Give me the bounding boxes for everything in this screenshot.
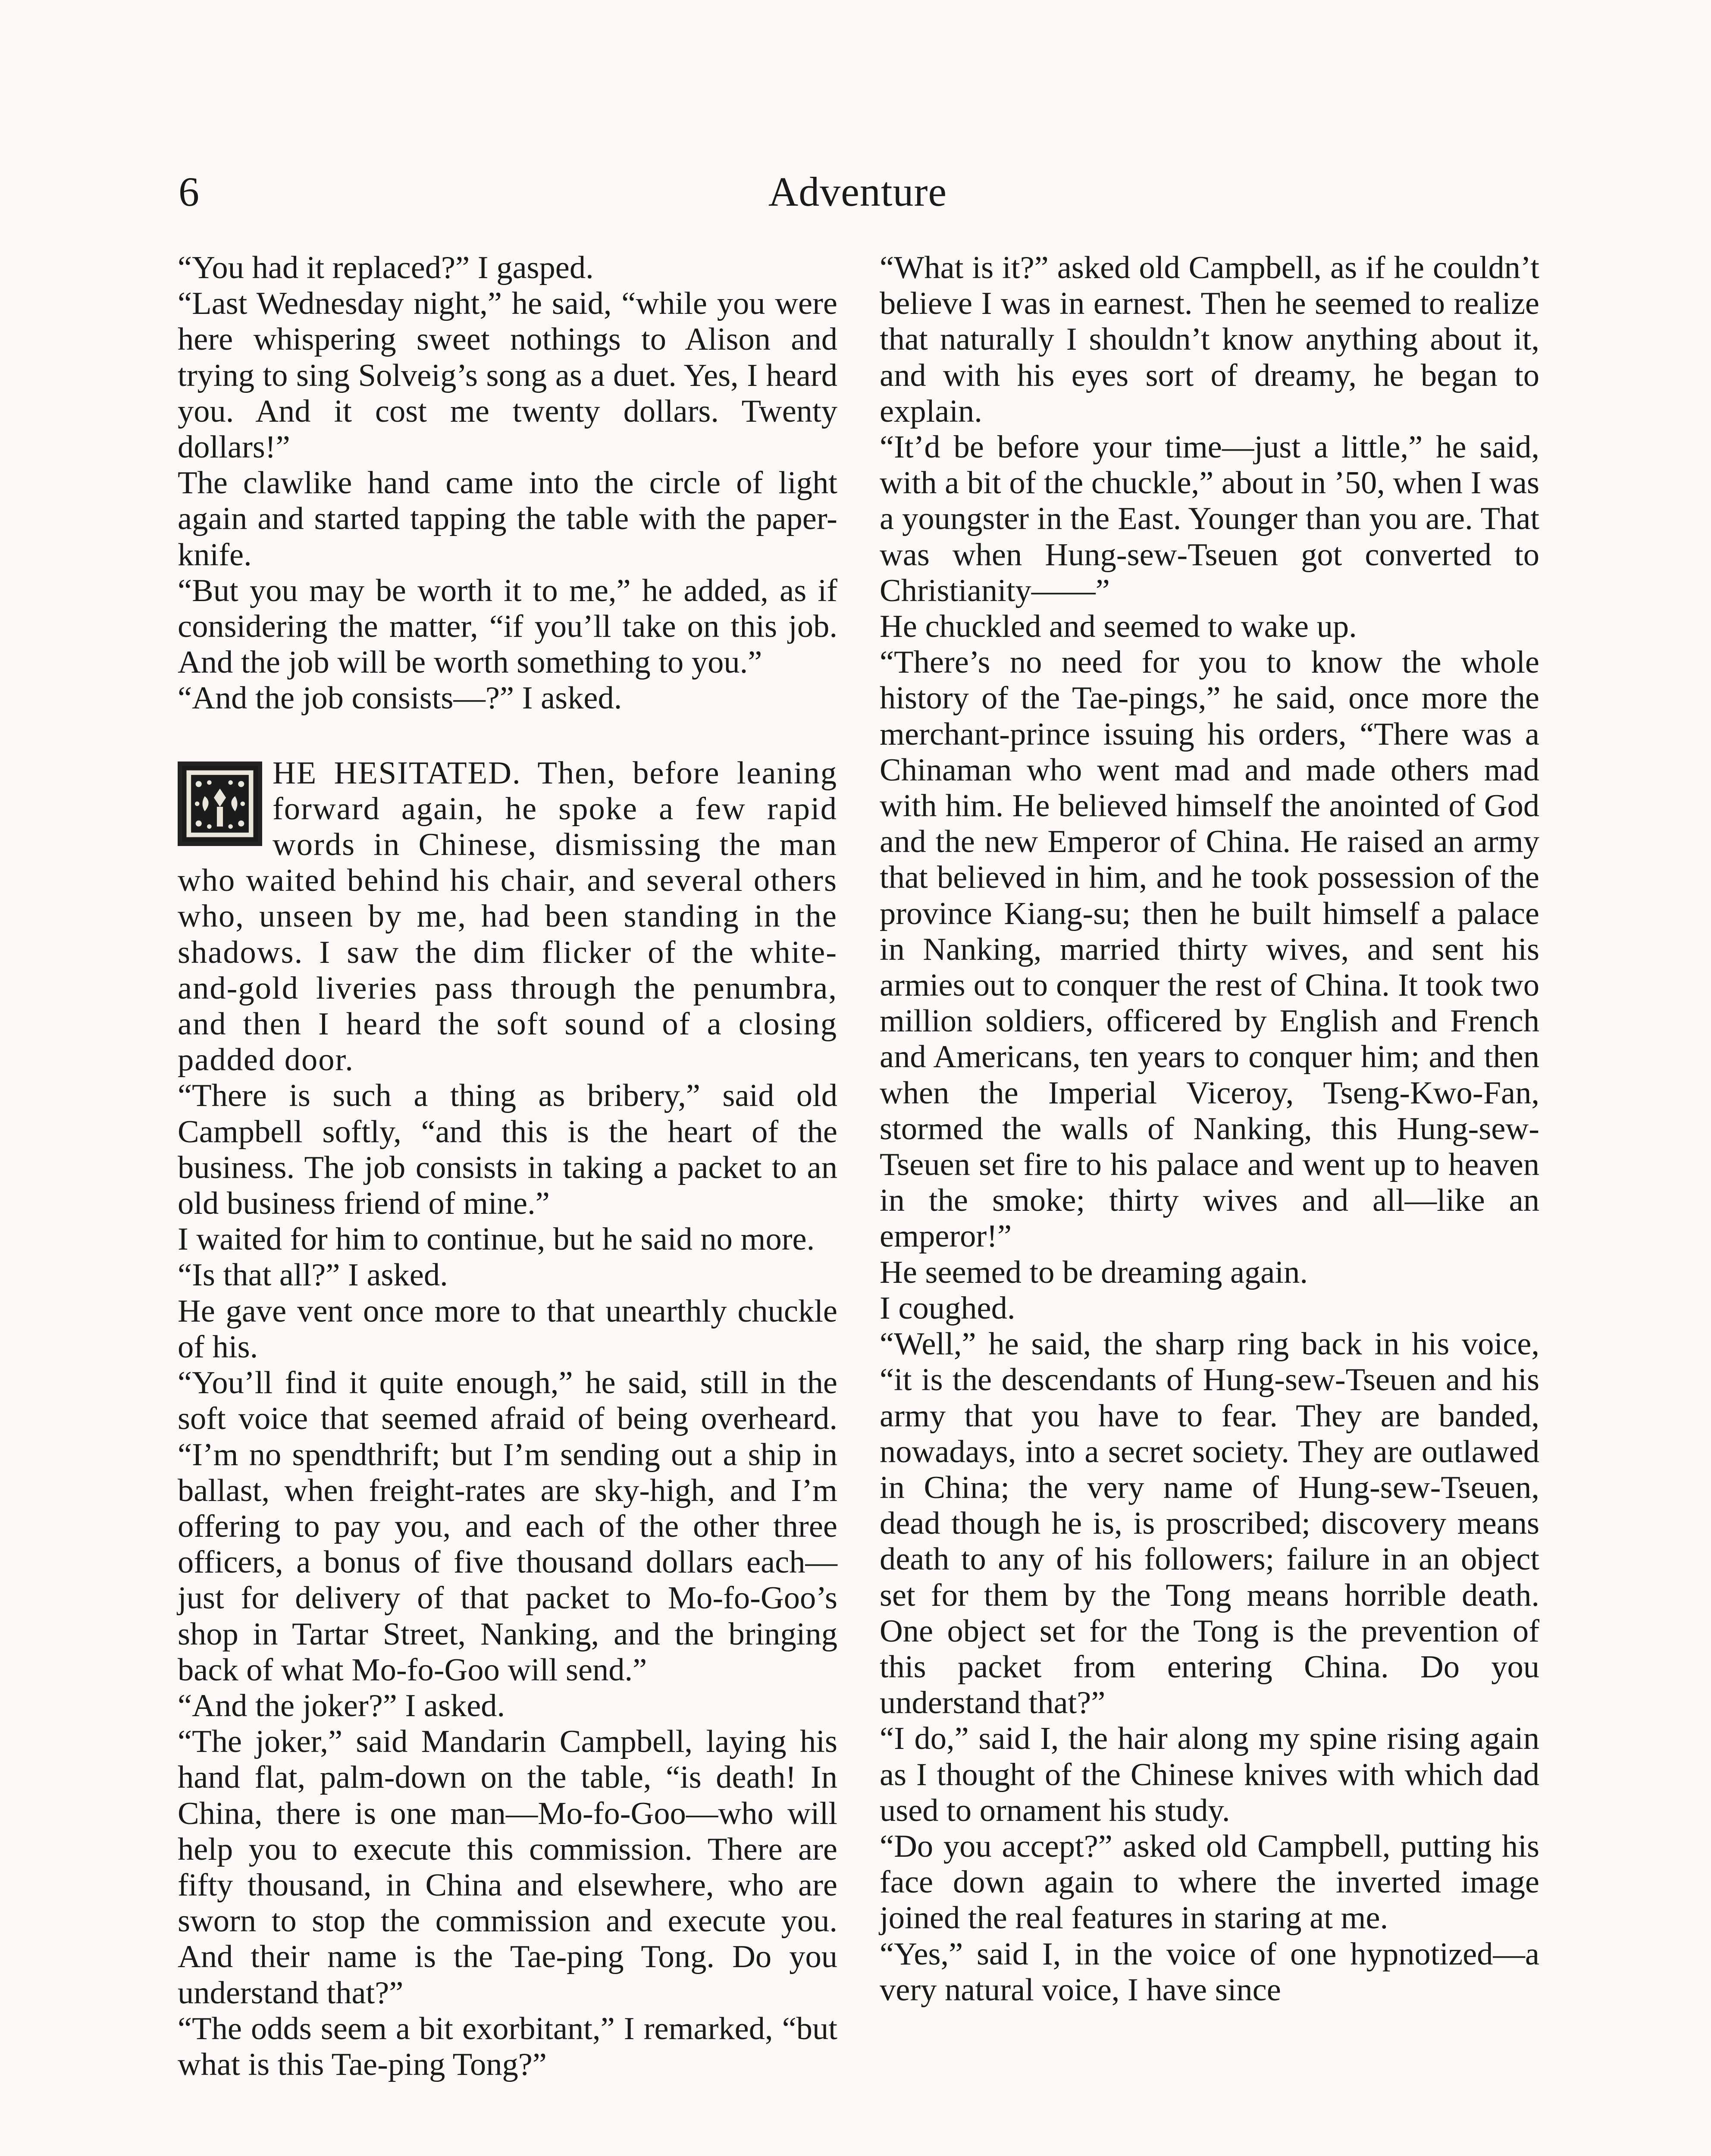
right-column	[880, 250, 1539, 2008]
paragraph: “I do,” said I, the hair along my spine rising again as I thought of the Chinese knives with which dad used to ornament his study.	[880, 1721, 1539, 1828]
section-opening-paragraph	[178, 755, 837, 1078]
paragraph: The clawlike hand came into the circle of light again and started tapping the table with the paper-knife.	[178, 465, 837, 573]
paragraph: “You’ll find it quite enough,” he said, still in the soft voice that seemed afraid of being overheard. “I’m no spendthrift; but I’m sending out a ship in ballast, when freight-rates are sky-high, and I’m offering to pay you, and each of the other three officers, a bonus of five thousand dollars each—just for delivery of that packet to Mo-fo-Goo’s shop in Tartar Street, Nanking, and the bringing back of what Mo-fo-Goo will send.”	[178, 1365, 837, 1688]
ornamental-dropcap-icon	[178, 761, 262, 846]
paragraph: “Well,” he said, the sharp ring back in his voice, “it is the descendants of Hung-sew-Tseuen and his army that you have to fear. They are banded, nowadays, into a secret society. They are outlawed in China; the very name of Hung-sew-Tseuen, dead though he is, is proscribed; discovery means death to any of his followers; failure in an object set for them by the Tong means horrible death. One object set for the Tong is the prevention of this packet from entering China. Do you understand that?”	[880, 1326, 1539, 1721]
page-header	[179, 160, 1537, 224]
paragraph: “The joker,” said Mandarin Campbell, laying his hand flat, palm-down on the table, “is death! In China, there is one man—Mo-fo-Goo—who will help you to execute this commission. There are fifty thousand, in China and elsewhere, who are sworn to stop the commission and execute you. And their name is the Tae-ping Tong. Do you understand that?”	[178, 1724, 837, 2011]
paragraph: “There is such a thing as bribery,” said old Campbell softly, “and this is the heart of the business. The job consists in taking a packet to an old business friend of mine.”	[178, 1078, 837, 1222]
paragraph: “The odds seem a bit exorbitant,” I remarked, “but what is this Tae-ping Tong?”	[178, 2011, 837, 2082]
paragraph: “Last Wednesday night,” he said, “while you were here whispering sweet nothings to Alison and trying to sing Solveig’s song as a duet. Yes, I heard you. And it cost me twenty dollars. Twenty dollars!”	[178, 286, 837, 465]
page-number: 6	[179, 169, 199, 215]
section-opening-text: HE HESITATED. Then, before leaning forward again, he spoke a few rapid words in Chinese, dismissing the man who waited behind his chair, and several others who, unseen by me, had been standing in the shadows. I saw the dim flicker of the white-and-gold liveries pass through the penumbra, and then I heard the soft sound of a closing padded door.	[178, 755, 837, 1078]
paragraph: “There’s no need for you to know the whole history of the Tae-pings,” he said, once more the merchant-prince issuing his orders, “There was a Chinaman who went mad and made others mad with him. He believed himself the anointed of God and the new Emperor of China. He raised an army that believed in him, and he took possession of the province Kiang-su; then he built himself a palace in Nanking, married thirty wives, and sent his armies out to conquer the rest of China. It took two million soldiers, officered by English and French and Americans, ten years to conquer him; and then when the Imperial Viceroy, Tseng-Kwo-Fan, stormed the walls of Nanking, this Hung-sew-Tseuen set fire to his palace and went up to heaven in the smoke; thirty wives and all—like an emperor!”	[880, 645, 1539, 1254]
paragraph: “And the job consists—?” I asked.	[178, 680, 622, 716]
paragraph: “You had it replaced?” I gasped.	[178, 250, 594, 285]
paragraph: “What is it?” asked old Campbell, as if he couldn’t believe I was in earnest. Then he seemed to realize that naturally I shouldn’t know anything about it, and with his eyes sort of dreamy, he began to explain.	[880, 250, 1539, 429]
paragraph: “And the joker?” I asked.	[178, 1688, 505, 1724]
paragraph: “Is that all?” I asked.	[178, 1257, 448, 1293]
paragraph: I coughed.	[880, 1290, 1015, 1326]
paragraph: He gave vent once more to that unearthly chuckle of his.	[178, 1293, 837, 1365]
paragraph: “It’d be before your time—just a little,” he said, with a bit of the chuckle,” about in ’50, when I was a youngster in the East. Younger than you are. That was when Hung-sew-Tseuen got converted to Christianity——”	[880, 429, 1539, 608]
paragraph: He seemed to be dreaming again.	[880, 1254, 1308, 1290]
paragraph: “Do you accept?” asked old Campbell, putting his face down again to where the inverted image joined the real features in staring at me.	[880, 1828, 1539, 1936]
paragraph: “Yes,” said I, in the voice of one hypnotized—a very natural voice, I have since	[880, 1936, 1539, 2008]
paragraph: I waited for him to continue, but he said no more.	[178, 1222, 815, 1257]
running-title: Adventure	[768, 169, 947, 215]
left-column	[178, 250, 837, 2083]
paragraph: “But you may be worth it to me,” he added, as if considering the matter, “if you’ll take on this job. And the job will be worth something to you.”	[178, 573, 837, 680]
paragraph: He chuckled and seemed to wake up.	[880, 609, 1357, 645]
